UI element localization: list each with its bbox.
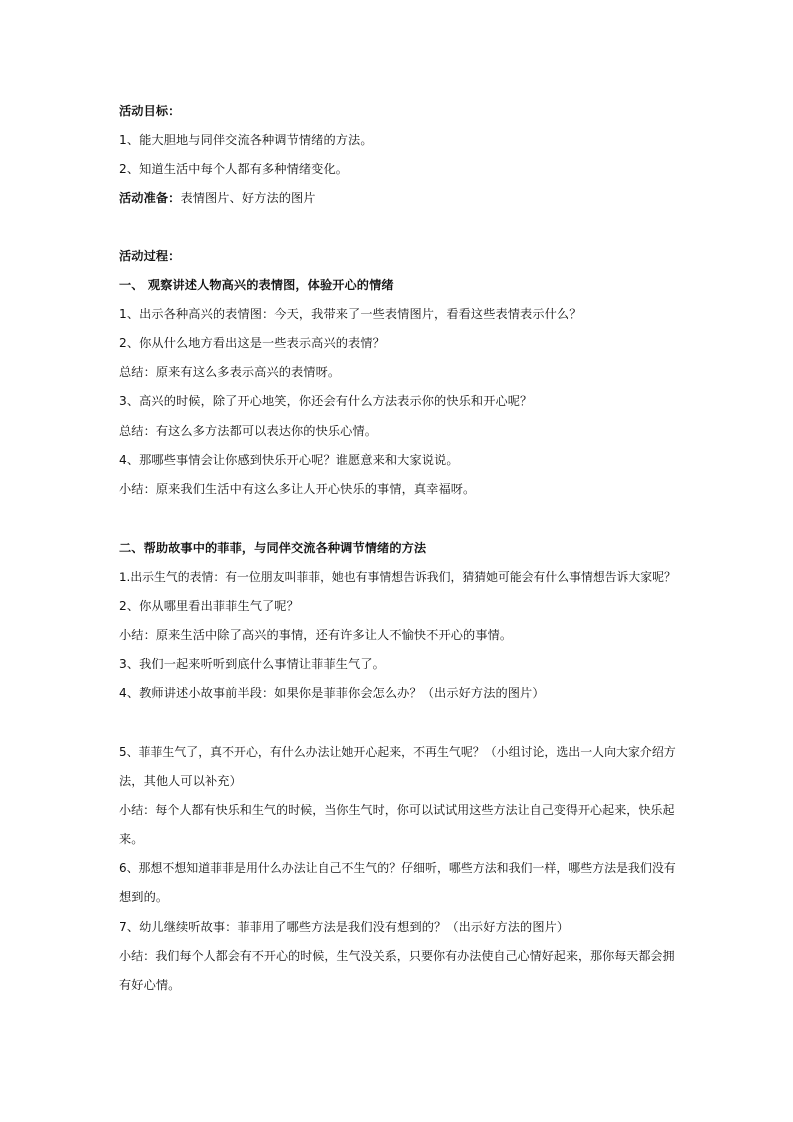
part2-line: 1.出示生气的表情：有一位朋友叫菲菲，她也有事情想告诉我们，猜猜她可能会有什么事情想告诉大家呢？ bbox=[119, 570, 676, 584]
part1-line: 3、高兴的时候，除了开心地笑，你还会有什么方法表示你的快乐和开心呢？ bbox=[119, 394, 533, 408]
part2-title: 二、帮助故事中的菲菲，与同伴交流各种调节情绪的方法 bbox=[119, 541, 427, 555]
process-heading: 活动过程： bbox=[119, 249, 181, 263]
prep-line bbox=[119, 189, 316, 207]
part2-line: 想到的。 bbox=[119, 890, 169, 904]
prep-label: 活动准备： bbox=[119, 191, 181, 205]
part2-line: 5、菲菲生气了，真不开心，有什么办法让她开心起来，不再生气呢？（小组讨论，选出一人向大家介绍方 bbox=[119, 745, 676, 759]
part2-line: 6、那想不想知道菲菲是用什么办法让自己不生气的？仔细听，哪些方法和我们一样，哪些方法是我们没有 bbox=[119, 861, 676, 875]
part2-line: 小结：每个人都有快乐和生气的时候，当你生气时，你可以试试用这些方法让自己变得开心起来，快乐起 bbox=[119, 803, 675, 817]
part1-line: 小结：原来我们生活中有这么多让人开心快乐的事情，真幸福呀。 bbox=[119, 482, 476, 496]
part1-line: 1、出示各种高兴的表情图：今天，我带来了一些表情图片，看看这些表情表示什么？ bbox=[119, 307, 582, 321]
part2-line: 有好心情。 bbox=[119, 978, 181, 992]
part1-line: 4、那哪些事情会让你感到快乐开心呢？谁愿意来和大家说说。 bbox=[119, 453, 459, 467]
part2-line: 7、幼儿继续听故事：菲菲用了哪些方法是我们没有想到的？（出示好方法的图片） bbox=[119, 920, 570, 934]
goal-item-1: 1、能大胆地与同伴交流各种调节情绪的方法。 bbox=[119, 133, 373, 147]
goals-heading: 活动目标： bbox=[119, 104, 181, 118]
part2-line: 小结：原来生活中除了高兴的事情，还有许多让人不愉快不开心的事情。 bbox=[119, 628, 513, 642]
part2-line: 小结：我们每个人都会有不开心的时候，生气没关系，只要你有办法使自己心情好起来，那你每天都会拥 bbox=[119, 949, 675, 963]
part2-line: 2、你从哪里看出菲菲生气了呢？ bbox=[119, 599, 299, 613]
part1-line: 2、你从什么地方看出这是一些表示高兴的表情？ bbox=[119, 336, 385, 350]
goal-item-2: 2、知道生活中每个人都有多种情绪变化。 bbox=[119, 162, 349, 176]
part2-line: 法，其他人可以补充） bbox=[119, 774, 242, 788]
part2-line: 4、教师讲述小故事前半段：如果你是菲菲你会怎么办？（出示好方法的图片） bbox=[119, 686, 545, 700]
part2-line: 3、我们一起来听听到底什么事情让菲菲生气了。 bbox=[119, 657, 385, 671]
part1-line: 总结：原来有这么多表示高兴的表情呀。 bbox=[119, 365, 341, 379]
prep-text: 表情图片、好方法的图片 bbox=[180, 191, 316, 205]
part2-line: 来。 bbox=[119, 832, 144, 846]
part1-title: 一、 观察讲述人物高兴的表情图，体验开心的情绪 bbox=[119, 278, 394, 292]
part1-line: 总结：有这么多方法都可以表达你的快乐心情。 bbox=[119, 424, 378, 438]
